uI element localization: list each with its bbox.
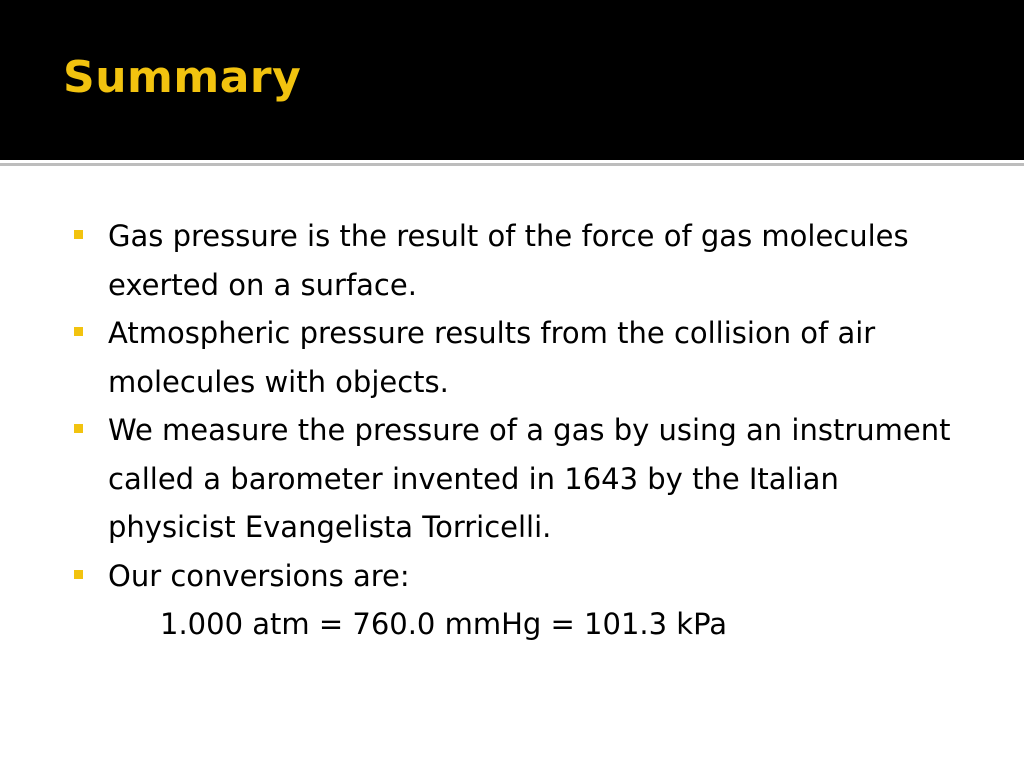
title-bar [0,0,1024,160]
title-divider [0,163,1024,166]
bullet-text: We measure the pressure of a gas by using an instrument called a barometer invented in 1643 by the Italian physicist Evangelista Torricelli. [108,413,951,544]
bullet-text: Our conversions are: [108,558,410,593]
bullet-text: Atmospheric pressure results from the collision of air molecules with objects. [108,316,876,399]
bullet-square-icon [74,424,83,433]
bullet-square-icon [74,327,83,336]
bullet-list [74,212,954,600]
bullet-square-icon [74,570,83,579]
bullet-item [74,552,954,601]
bullet-item [74,212,954,309]
bullet-item [74,309,954,406]
bullet-square-icon [74,230,83,239]
conversion-equation: 1.000 atm = 760.0 mmHg = 101.3 kPa [160,607,728,641]
bullet-item [74,406,954,552]
slide-title: Summary [63,52,302,103]
slide-body [74,212,954,649]
bullet-text: Gas pressure is the result of the force of gas molecules exerted on a surface. [108,219,909,302]
